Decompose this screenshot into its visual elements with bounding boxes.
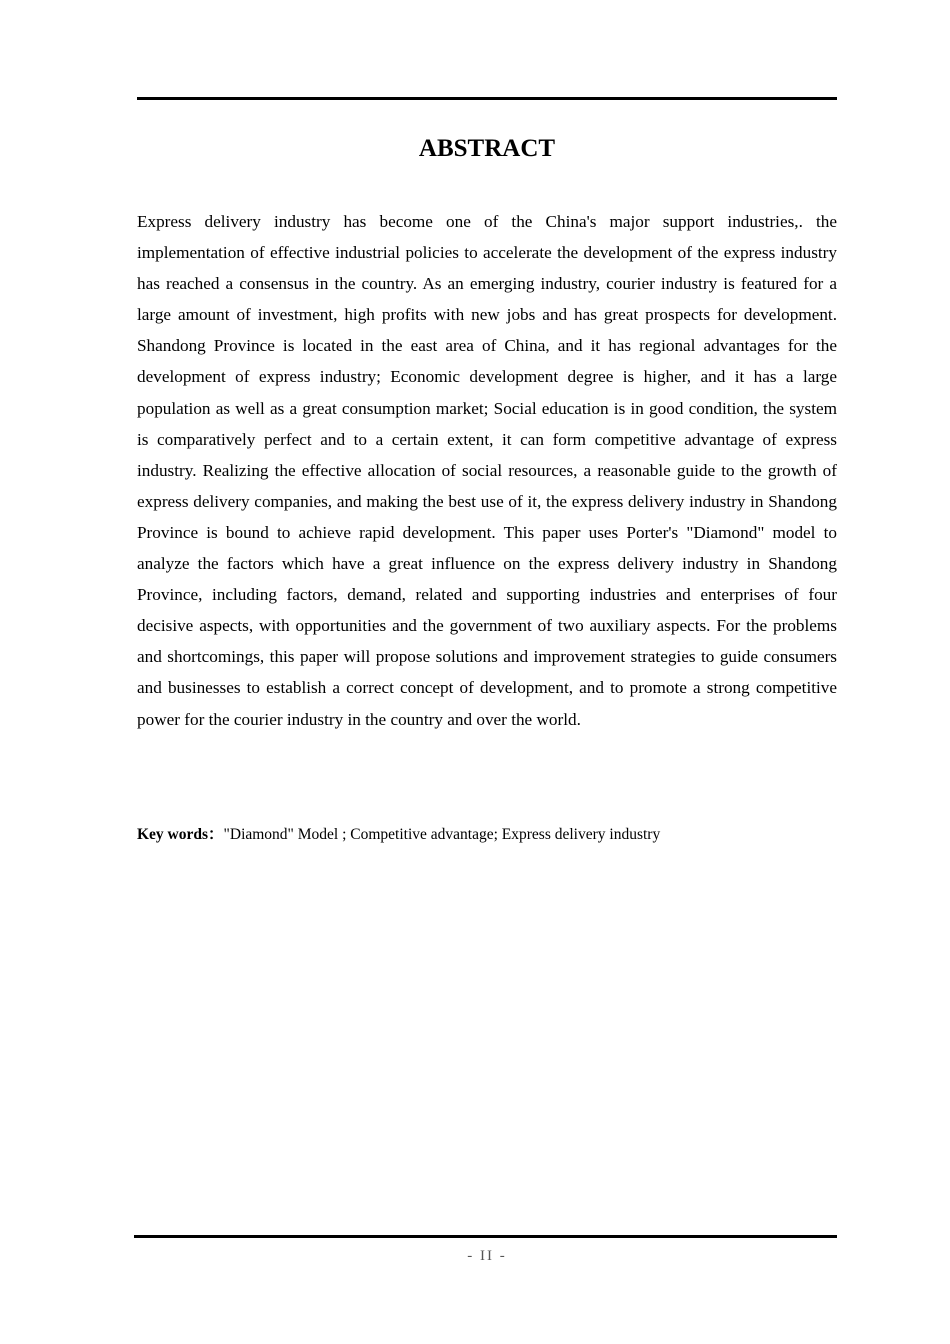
abstract-body: Express delivery industry has become one of the China's major support industries,. the implementation of effective industrial policies to accelerate the development of the express industry has reached a consensus in the country. As an emerging industry, courier industry is featured for a large amount of investment, high profits with new jobs and has great prospects for development. Shandong Province is located in the east area of China, and it has regional advantages for the development of express industry; Economic development degree is higher, and it has a large population as well as a great consumption market; Social education is in good condition, the system is comparatively perfect and to a certain extent, it can form competitive advantage of express industry. Realizing the effective allocation of social resources, a reasonable guide to the growth of express delivery companies, and making the best use of it, the express delivery industry in Shandong Province is bound to achieve rapid development. This paper uses Porter's "Diamond" model to analyze the factors which have a great influence on the express delivery industry in Shandong Province, including factors, demand, related and supporting industries and enterprises of four decisive aspects, with opportunities and the government of two auxiliary aspects. For the problems and shortcomings, this paper will propose solutions and improvement strategies to guide consumers and businesses to establish a correct concept of development, and to promote a strong competitive power for the courier industry in the country and over the world.	[137, 212, 837, 729]
keywords-label: Key words：	[137, 826, 224, 843]
header-rule	[137, 97, 837, 100]
page-number: - II -	[467, 1248, 507, 1264]
footer-rule	[134, 1235, 837, 1238]
abstract-title: ABSTRACT	[418, 135, 556, 162]
keywords-value: "Diamond" Model ; Competitive advantage; Express delivery industry	[223, 826, 661, 843]
keywords-line	[137, 824, 837, 846]
